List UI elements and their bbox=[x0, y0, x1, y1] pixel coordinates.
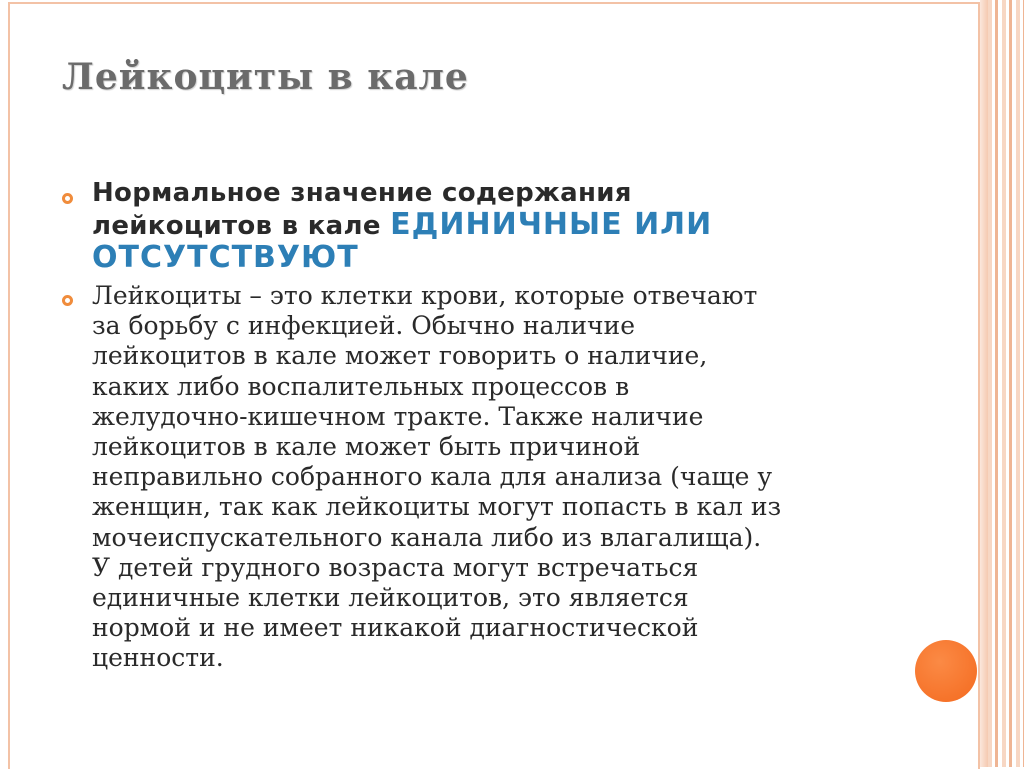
paragraph-line: Лейкоциты – это клетки крови, которые отвечают bbox=[92, 281, 758, 310]
slide-title: Лейкоциты в кале bbox=[62, 56, 469, 98]
accent-text: ОТСУТСТВУЮТ bbox=[92, 240, 359, 275]
bullet-text-line: Нормальное значение содержания bbox=[92, 178, 632, 208]
ring-bullet-icon bbox=[62, 193, 73, 204]
paragraph-line: женщин, так как лейкоциты могут попасть в кал из bbox=[92, 492, 782, 522]
bullet-item-description bbox=[62, 281, 902, 674]
ring-bullet-icon bbox=[62, 295, 73, 306]
paragraph-line: нормой и не имеет никакой диагностической bbox=[92, 613, 699, 643]
slide-content bbox=[62, 178, 902, 674]
decorative-edge bbox=[980, 0, 988, 767]
paragraph-line: У детей грудного возраста могут встречаться bbox=[92, 552, 699, 582]
paragraph-line: единичные клетки лейкоцитов, это является bbox=[92, 583, 689, 613]
paragraph-line: за борьбу с инфекцией. Обычно наличие bbox=[92, 311, 635, 341]
orange-circle-decoration bbox=[915, 640, 977, 702]
accent-text: ЕДИНИЧНЫЕ ИЛИ bbox=[390, 207, 713, 242]
bullet-text-line: лейкоцитов в кале bbox=[92, 211, 391, 241]
paragraph-line: ценности. bbox=[92, 643, 224, 673]
bullet-item-normal-value bbox=[62, 178, 902, 275]
decorative-stripes bbox=[988, 0, 1024, 767]
paragraph-line: лейкоцитов в кале может быть причиной bbox=[92, 432, 641, 462]
paragraph-line: каких либо воспалительных процессов в bbox=[92, 371, 630, 401]
paragraph-line: желудочно-кишечном тракте. Также наличие bbox=[92, 401, 704, 431]
paragraph-line: лейкоцитов в кале может говорить о наличие, bbox=[92, 341, 708, 371]
paragraph-line: мочеиспускательного канала либо из влагалища). bbox=[92, 522, 762, 552]
paragraph-line: неправильно собранного кала для анализа (чаще у bbox=[92, 462, 773, 492]
